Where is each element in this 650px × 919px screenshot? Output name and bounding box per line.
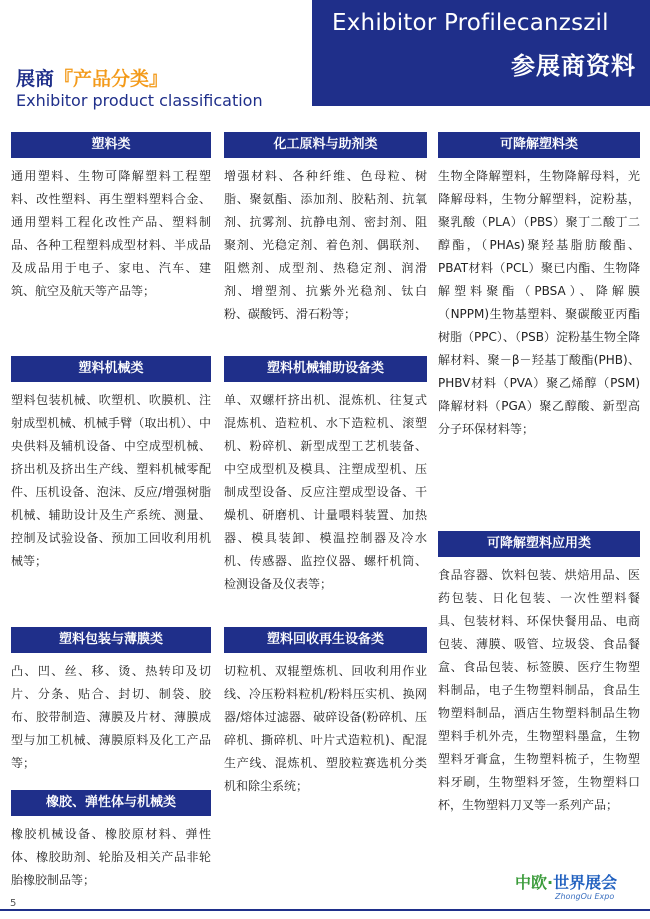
- section-heading: 化工原料与助剂类: [224, 132, 427, 158]
- expo-logo: [515, 870, 643, 910]
- section-aux-equipment: [224, 356, 427, 596]
- section-heading: 塑料机械辅助设备类: [224, 356, 427, 382]
- page-title-close-bracket: 』: [149, 68, 169, 90]
- section-chemicals: [224, 132, 427, 326]
- section-biodegradable: [438, 132, 640, 441]
- section-body: 切粒机、双辊塑炼机、回收利用作业线、冷压粉料粒机/粉料压实机、换网器/熔体过滤器、破碎设备(粉碎机、压碎机、撕碎机、叶片式造粒机)、配混生产线、混炼机、塑胶粒赛选机分类机和除尘系统；: [224, 664, 427, 793]
- section-heading: 橡胶、弹性体与机械类: [11, 790, 211, 816]
- logo-text-part1: 中欧: [515, 873, 548, 892]
- header-title-cn: 参展商资料: [511, 52, 636, 80]
- page-subtitle: Exhibitor product classification: [16, 91, 263, 110]
- section-heading: 塑料回收再生设备类: [224, 627, 427, 653]
- logo-text-part2: 世界展会: [553, 873, 618, 892]
- page-title-prefix: 展商: [16, 68, 55, 90]
- section-heading: 可降解塑料应用类: [438, 531, 640, 557]
- logo-text-en: ZhongOu Expo: [555, 892, 615, 901]
- section-body: 增强材料、各种纤维、色母粒、树脂、聚氨酯、添加剂、胶粘剂、抗氧剂、抗雾剂、抗静电剂、密封剂、阻聚剂、光稳定剂、着色剂、偶联剂、阻燃剂、成型剂、热稳定剂、润滑剂、增塑剂、抗紫外光稳剂、钛白粉、碳酸钙、滑石粉等；: [224, 169, 427, 321]
- section-plastics-machinery: [11, 356, 211, 573]
- section-body: 通用塑料、生物可降解塑料工程塑料、改性塑料、再生塑料塑料合金、通用塑料工程化改性产品、塑料制品、各种工程塑料成型材料、半成品及成品用于电子、家电、汽车、建筑、航空及航天等产品等；: [11, 169, 211, 298]
- page-title-open-bracket: 『: [54, 68, 74, 90]
- section-body: 塑料包装机械、吹塑机、吹膜机、注射成型机械、机械手臂（取出机）、中央供料及辅机设备、中空成型机械、挤出机及挤出生产线、塑料机械零配件、压机设备、泡沫、反应/增强树脂机械、辅助设计及生产系统、测量、控制及试验设备、预加工回收利用机械等；: [11, 393, 211, 568]
- section-plastics: [11, 132, 211, 303]
- section-recycling: [224, 627, 427, 798]
- section-biodegradable-apps: [438, 531, 640, 817]
- section-body: 凸、凹、丝、移、烫、热转印及切片、分条、贴合、封切、制袋、胶布、胶带制造、薄膜及片材、薄膜成型与加工机械、薄膜原料及化工产品等；: [11, 664, 211, 770]
- logo-text-dot: ·: [547, 873, 554, 892]
- section-heading: 可降解塑料类: [438, 132, 640, 158]
- page-title-highlight: 产品分类: [73, 68, 150, 90]
- page-title: [16, 64, 168, 91]
- section-heading: 塑料类: [11, 132, 211, 158]
- section-body: 生物全降解塑料，生物降解母料，光降解母料，生物分解塑料，淀粉基，聚乳酸（PLA）（PBS）聚丁二酸丁二醇酯，（PHAs)聚羟基脂肪酸酯、PBAT材料（PCL）聚已内酯、生物降解塑料聚酯（PBSA）、降解膜（NPPM)生物基塑料、聚碳酸亚丙酯树脂（PPC）、（PSB）淀粉基生物全降解材料、聚－β－羟基丁酸酯(PHB)、PHBV材料（PVA）聚乙烯醇（PSM)降解材料（PGA）聚乙醇酸、新型高分子环保材料等；: [438, 169, 640, 436]
- header-title-en: Exhibitor Profilecanzszil: [332, 10, 609, 36]
- page-number: 5: [10, 898, 17, 909]
- header-banner: [312, 0, 650, 106]
- logo-text: [515, 870, 617, 893]
- section-body: 橡胶机械设备、橡胶原材料、弹性体、橡胶助剂、轮胎及相关产品非轮胎橡胶制品等；: [11, 827, 211, 887]
- section-body: 单、双螺杆挤出机、混炼机、往复式混炼机、造粒机、水下造粒机、滚塑机、粉碎机、新型成型工艺机装备、中空成型机及模具、注塑成型机、压制成型设备、反应注塑成型设备、干燥机、研磨机、计量喂料装置、加热器、模具装卸、模温控制器及冷水机、传感器、监控仪器、螺杆机筒、检测设备及仪表等；: [224, 393, 427, 591]
- section-heading: 塑料机械类: [11, 356, 211, 382]
- section-packaging-film: [11, 627, 211, 775]
- section-heading: 塑料包装与薄膜类: [11, 627, 211, 653]
- section-body: 食品容器、饮料包装、烘焙用品、医药包装、日化包装、一次性塑料餐具、包装材料、环保快餐用品、电商包装、薄膜、吸管、垃圾袋、食品餐盒、食品包装、标签膜、医疗生物塑料制品，电子生物塑料制品，食品生物塑料制品，酒店生物塑料制品生物塑料手机外壳，生物塑料墨盒，生物塑料牙膏盒，生物塑料梳子，生物塑料牙刷，生物塑料牙签，生物塑料口杯，生物塑料刀叉等一系列产品；: [438, 568, 640, 812]
- section-rubber: [11, 790, 211, 892]
